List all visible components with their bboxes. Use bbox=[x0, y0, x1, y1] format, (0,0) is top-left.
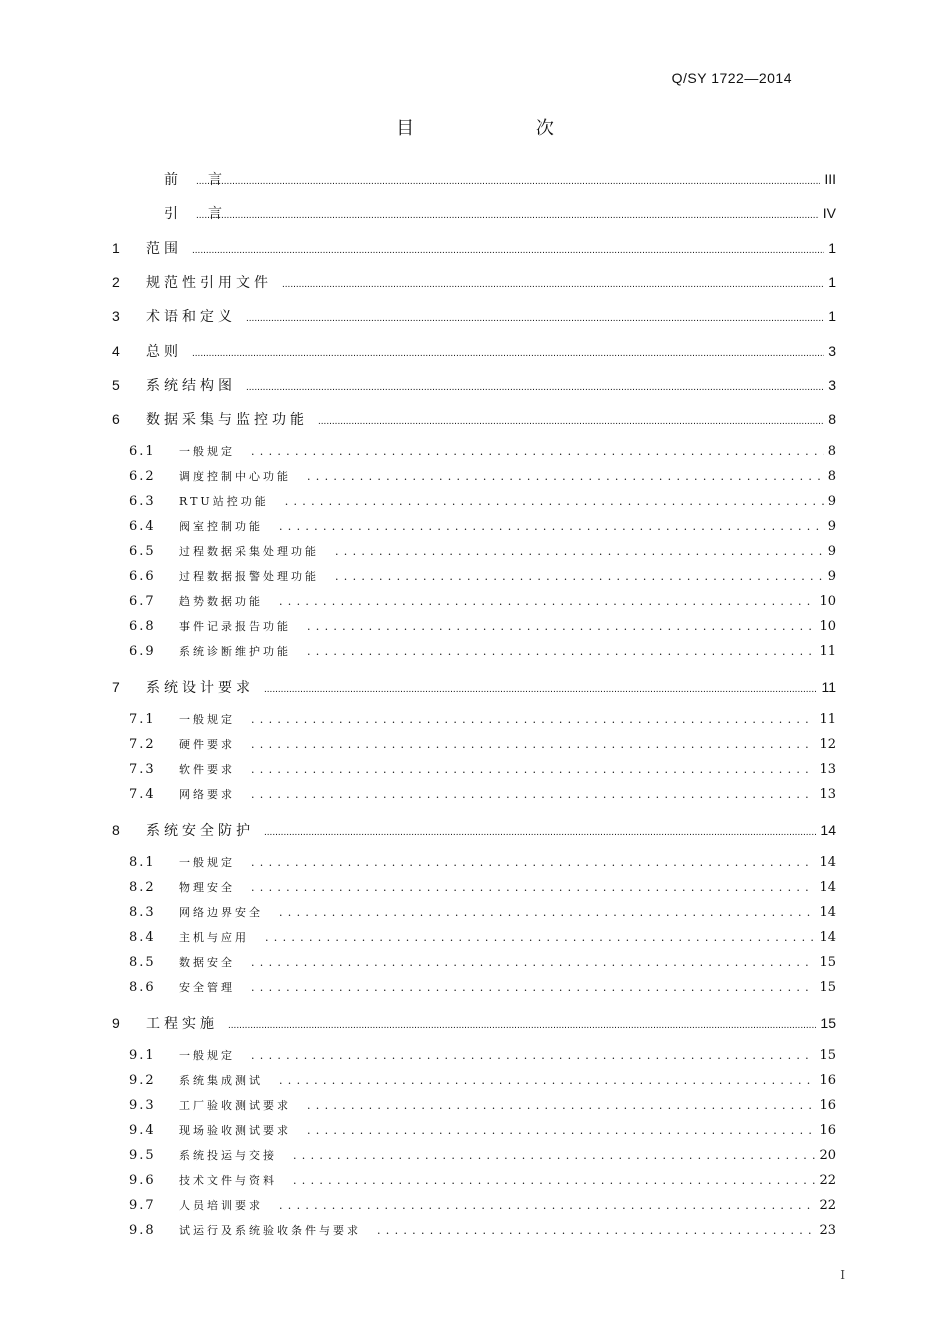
toc-entry[interactable] bbox=[129, 711, 836, 733]
toc-dot-leader bbox=[251, 881, 815, 894]
toc-entry-page: 13 bbox=[819, 787, 836, 803]
toc-entry-number: 9 bbox=[112, 1015, 120, 1032]
toc-entry-page: 9 bbox=[827, 519, 836, 535]
toc-entry-title: 硬件要求 bbox=[179, 738, 235, 752]
toc-entry[interactable] bbox=[129, 593, 836, 615]
toc-entry-page: 9 bbox=[827, 544, 836, 560]
toc-entry-title: 试运行及系统验收条件与要求 bbox=[179, 1224, 361, 1238]
toc-entry-page: IV bbox=[822, 205, 836, 222]
toc-entry-page: 15 bbox=[819, 980, 836, 996]
toc-dot-leader bbox=[251, 713, 815, 726]
toc-entry[interactable] bbox=[112, 341, 836, 363]
toc-entry-page: 15 bbox=[819, 955, 836, 971]
toc-entry-title: 网络边界安全 bbox=[179, 906, 263, 920]
toc-entry-title: 安全管理 bbox=[179, 981, 235, 995]
toc-entry[interactable] bbox=[129, 618, 836, 640]
toc-entry-title: 系统安全防护 bbox=[146, 822, 254, 839]
toc-entry-page: 15 bbox=[820, 1015, 836, 1032]
toc-entry-title: 术语和定义 bbox=[146, 308, 236, 325]
toc-entry-title: 一般规定 bbox=[179, 1049, 235, 1063]
toc-dot-leader bbox=[192, 348, 824, 359]
toc-entry-page: 14 bbox=[819, 905, 836, 921]
toc-entry[interactable] bbox=[129, 1097, 836, 1119]
toc-entry-number: 7.3 bbox=[129, 762, 156, 778]
document-code: Q/SY 1722—2014 bbox=[671, 70, 792, 86]
toc-entry-number: 6.1 bbox=[129, 444, 156, 460]
toc-entry-page: 1 bbox=[828, 239, 836, 256]
toc-entry-number: 9.2 bbox=[129, 1073, 156, 1089]
toc-entry-number: 6 bbox=[112, 411, 120, 428]
toc-entry-number: 8.2 bbox=[129, 880, 156, 896]
toc-entry[interactable] bbox=[129, 493, 836, 515]
toc-entry-number: 6.7 bbox=[129, 594, 156, 610]
toc-entry[interactable] bbox=[129, 736, 836, 758]
toc-entry[interactable] bbox=[129, 854, 836, 876]
toc-entry[interactable] bbox=[112, 169, 836, 191]
toc-entry-title: 数据安全 bbox=[179, 956, 235, 970]
toc-dot-leader bbox=[196, 210, 819, 221]
toc-entry[interactable] bbox=[112, 272, 836, 294]
toc-entry-number: 2 bbox=[112, 273, 120, 290]
toc-entry-title: 前言 bbox=[164, 171, 252, 187]
toc-entry-number: 6.6 bbox=[129, 569, 156, 585]
toc-entry-title: 一般规定 bbox=[179, 856, 235, 870]
toc-entry[interactable] bbox=[112, 677, 836, 699]
page-number: I bbox=[840, 1268, 845, 1282]
toc-entry-title: 引言 bbox=[164, 205, 252, 222]
toc-dot-leader bbox=[264, 827, 816, 838]
toc-entry-title: 人员培训要求 bbox=[179, 1199, 263, 1213]
toc-dot-leader bbox=[251, 1049, 815, 1062]
toc-entry-title: 范围 bbox=[146, 239, 182, 256]
toc-dot-leader bbox=[377, 1224, 815, 1237]
toc-dot-leader bbox=[307, 1124, 815, 1137]
toc-entry-page: 3 bbox=[828, 376, 836, 393]
toc-entry-title: 阀室控制功能 bbox=[179, 520, 263, 534]
toc-dot-leader bbox=[318, 416, 824, 427]
toc-entry[interactable] bbox=[129, 1047, 836, 1069]
toc-entry[interactable] bbox=[129, 761, 836, 783]
toc-entry-number: 9.5 bbox=[129, 1148, 156, 1164]
toc-entry-page: 11 bbox=[821, 679, 836, 696]
toc-dot-leader bbox=[251, 956, 815, 969]
toc-entry-page: 22 bbox=[819, 1173, 836, 1189]
toc-entry[interactable] bbox=[129, 543, 836, 565]
toc-entry-number: 4 bbox=[112, 342, 120, 359]
toc-entry-title: 系统诊断维护功能 bbox=[179, 645, 291, 659]
toc-entry[interactable] bbox=[129, 979, 836, 1001]
toc-entry-page: 23 bbox=[819, 1223, 836, 1239]
toc-entry[interactable] bbox=[129, 904, 836, 926]
toc-entry-number: 7 bbox=[112, 679, 120, 696]
toc-entry[interactable] bbox=[129, 786, 836, 808]
toc-dot-leader bbox=[251, 856, 815, 869]
toc-dot-leader bbox=[246, 382, 824, 393]
toc-entry-page: 14 bbox=[820, 822, 836, 839]
toc-entry[interactable] bbox=[112, 238, 836, 260]
toc-entry-page: 10 bbox=[819, 619, 836, 635]
toc-entry-page: 9 bbox=[827, 494, 836, 510]
toc-entry-number: 8.3 bbox=[129, 905, 156, 921]
toc-entry-number: 7.4 bbox=[129, 787, 156, 803]
toc-entry-page: 14 bbox=[819, 880, 836, 896]
toc-dot-leader bbox=[246, 313, 824, 324]
toc-dot-leader bbox=[192, 245, 824, 256]
toc-entry-page: 1 bbox=[828, 308, 836, 325]
toc-dot-leader bbox=[196, 176, 820, 187]
toc-entry-title: RTU站控功能 bbox=[179, 495, 269, 509]
toc-dot-leader bbox=[285, 495, 824, 508]
toc-entry-number: 9.4 bbox=[129, 1123, 156, 1139]
toc-entry[interactable] bbox=[129, 468, 836, 490]
toc-dot-leader bbox=[307, 470, 824, 483]
toc-entry[interactable] bbox=[129, 643, 836, 665]
toc-dot-leader bbox=[264, 684, 817, 695]
toc-entry-page: 16 bbox=[819, 1098, 836, 1114]
toc-dot-leader bbox=[307, 1099, 815, 1112]
toc-entry-title: 数据采集与监控功能 bbox=[146, 411, 308, 428]
toc-entry[interactable] bbox=[129, 443, 836, 465]
toc-entry-page: 10 bbox=[819, 594, 836, 610]
toc-entry-page: 14 bbox=[819, 855, 836, 871]
toc-entry-number: 7.1 bbox=[129, 712, 156, 728]
toc-entry-number: 3 bbox=[112, 308, 120, 325]
toc-entry-page: 9 bbox=[827, 569, 836, 585]
toc-dot-leader bbox=[279, 1199, 815, 1212]
toc-entry[interactable] bbox=[129, 518, 836, 540]
toc-entry-title: 系统设计要求 bbox=[146, 679, 254, 696]
toc-dot-leader bbox=[307, 645, 815, 658]
toc-entry-number: 8.6 bbox=[129, 980, 156, 996]
toc-entry-title: 调度控制中心功能 bbox=[179, 470, 291, 484]
toc-entry[interactable] bbox=[112, 1013, 836, 1035]
toc-entry[interactable] bbox=[129, 1222, 836, 1244]
toc-entry-page: 16 bbox=[819, 1123, 836, 1139]
toc-entry[interactable] bbox=[129, 1122, 836, 1144]
toc-entry-number: 6.2 bbox=[129, 469, 156, 485]
toc-entry-page: 16 bbox=[819, 1073, 836, 1089]
toc-entry-page: 13 bbox=[819, 762, 836, 778]
toc-entry-title: 软件要求 bbox=[179, 763, 235, 777]
toc-entry[interactable] bbox=[129, 929, 836, 951]
toc-entry-page: 8 bbox=[828, 411, 836, 428]
toc-entry[interactable] bbox=[112, 375, 836, 397]
toc-entry-number: 8.1 bbox=[129, 855, 156, 871]
toc-entry-title: 现场验收测试要求 bbox=[179, 1124, 291, 1138]
toc-dot-leader bbox=[279, 595, 815, 608]
toc-dot-leader bbox=[251, 763, 815, 776]
toc-entry-number: 9.1 bbox=[129, 1048, 156, 1064]
toc-dot-leader bbox=[293, 1174, 815, 1187]
toc-entry-title: 过程数据采集处理功能 bbox=[179, 545, 319, 559]
toc-dot-leader bbox=[293, 1149, 815, 1162]
toc-entry-page: III bbox=[824, 171, 836, 187]
toc-entry-title: 过程数据报警处理功能 bbox=[179, 570, 319, 584]
toc-entry-number: 8.4 bbox=[129, 930, 156, 946]
toc-entry-title: 物理安全 bbox=[179, 881, 235, 895]
toc-entry-number: 8 bbox=[112, 822, 120, 839]
toc-dot-leader bbox=[279, 906, 815, 919]
toc-entry-number: 6.3 bbox=[129, 494, 156, 510]
toc-entry-page: 20 bbox=[819, 1148, 836, 1164]
toc-entry[interactable] bbox=[129, 1147, 836, 1169]
toc-entry-title: 网络要求 bbox=[179, 788, 235, 802]
toc-entry-page: 11 bbox=[819, 644, 836, 660]
toc-entry-page: 8 bbox=[827, 469, 836, 485]
toc-entry-number: 9.3 bbox=[129, 1098, 156, 1114]
toc-entry-page: 8 bbox=[827, 444, 836, 460]
toc-entry-number: 6.5 bbox=[129, 544, 156, 560]
toc-entry[interactable] bbox=[129, 879, 836, 901]
toc-entry-number: 1 bbox=[112, 239, 120, 256]
toc-dot-leader bbox=[265, 931, 815, 944]
toc-entry-title: 系统集成测试 bbox=[179, 1074, 263, 1088]
toc-dot-leader bbox=[282, 279, 824, 290]
toc-entry-title: 工程实施 bbox=[146, 1015, 218, 1032]
toc-entry[interactable] bbox=[129, 954, 836, 976]
toc-dot-leader bbox=[251, 738, 815, 751]
toc-dot-leader bbox=[228, 1020, 816, 1031]
toc-entry-title: 工厂验收测试要求 bbox=[179, 1099, 291, 1113]
toc-dot-leader bbox=[279, 1074, 815, 1087]
toc-entry-number: 9.8 bbox=[129, 1223, 156, 1239]
toc-entry-title: 系统结构图 bbox=[146, 376, 236, 393]
toc-entry-page: 3 bbox=[828, 342, 836, 359]
toc-entry-title: 系统投运与交接 bbox=[179, 1149, 277, 1163]
toc-entry-page: 14 bbox=[819, 930, 836, 946]
toc-entry-number: 9.7 bbox=[129, 1198, 156, 1214]
toc-entry[interactable] bbox=[129, 1172, 836, 1194]
toc-dot-leader bbox=[335, 570, 824, 583]
toc-dot-leader bbox=[279, 520, 824, 533]
toc-entry[interactable] bbox=[129, 1197, 836, 1219]
toc-entry[interactable] bbox=[112, 306, 836, 328]
toc-entry-title: 事件记录报告功能 bbox=[179, 620, 291, 634]
toc-entry-number: 6.8 bbox=[129, 619, 156, 635]
toc-entry[interactable] bbox=[129, 568, 836, 590]
toc-entry[interactable] bbox=[112, 409, 836, 431]
toc-dot-leader bbox=[251, 788, 815, 801]
toc-entry-title: 一般规定 bbox=[179, 445, 235, 459]
toc-dot-leader bbox=[251, 445, 824, 458]
toc-entry-title: 趋势数据功能 bbox=[179, 595, 263, 609]
toc-entry-page: 22 bbox=[819, 1198, 836, 1214]
toc-entry-number: 8.5 bbox=[129, 955, 156, 971]
toc-entry-title: 规范性引用文件 bbox=[146, 273, 272, 290]
toc-entry-page: 11 bbox=[819, 712, 836, 728]
toc-entry-page: 12 bbox=[819, 737, 836, 753]
toc-entry-number: 6.9 bbox=[129, 644, 156, 660]
toc-entry-number: 6.4 bbox=[129, 519, 156, 535]
toc-dot-leader bbox=[307, 620, 815, 633]
toc-entry-title: 主机与应用 bbox=[179, 931, 249, 945]
toc-entry-title: 一般规定 bbox=[179, 713, 235, 727]
toc-entry-number: 7.2 bbox=[129, 737, 156, 753]
toc-entry[interactable] bbox=[112, 820, 836, 842]
toc-entry-title: 总则 bbox=[146, 342, 182, 359]
toc-dot-leader bbox=[251, 981, 815, 994]
toc-dot-leader bbox=[335, 545, 824, 558]
toc-entry[interactable] bbox=[112, 203, 836, 225]
toc-entry-number: 9.6 bbox=[129, 1173, 156, 1189]
toc-entry-page: 15 bbox=[819, 1048, 836, 1064]
toc-entry-page: 1 bbox=[828, 273, 836, 290]
toc-entry[interactable] bbox=[129, 1072, 836, 1094]
page-title: 目 次 bbox=[396, 118, 612, 139]
toc-entry-number: 5 bbox=[112, 376, 120, 393]
toc-entry-title: 技术文件与资料 bbox=[179, 1174, 277, 1188]
